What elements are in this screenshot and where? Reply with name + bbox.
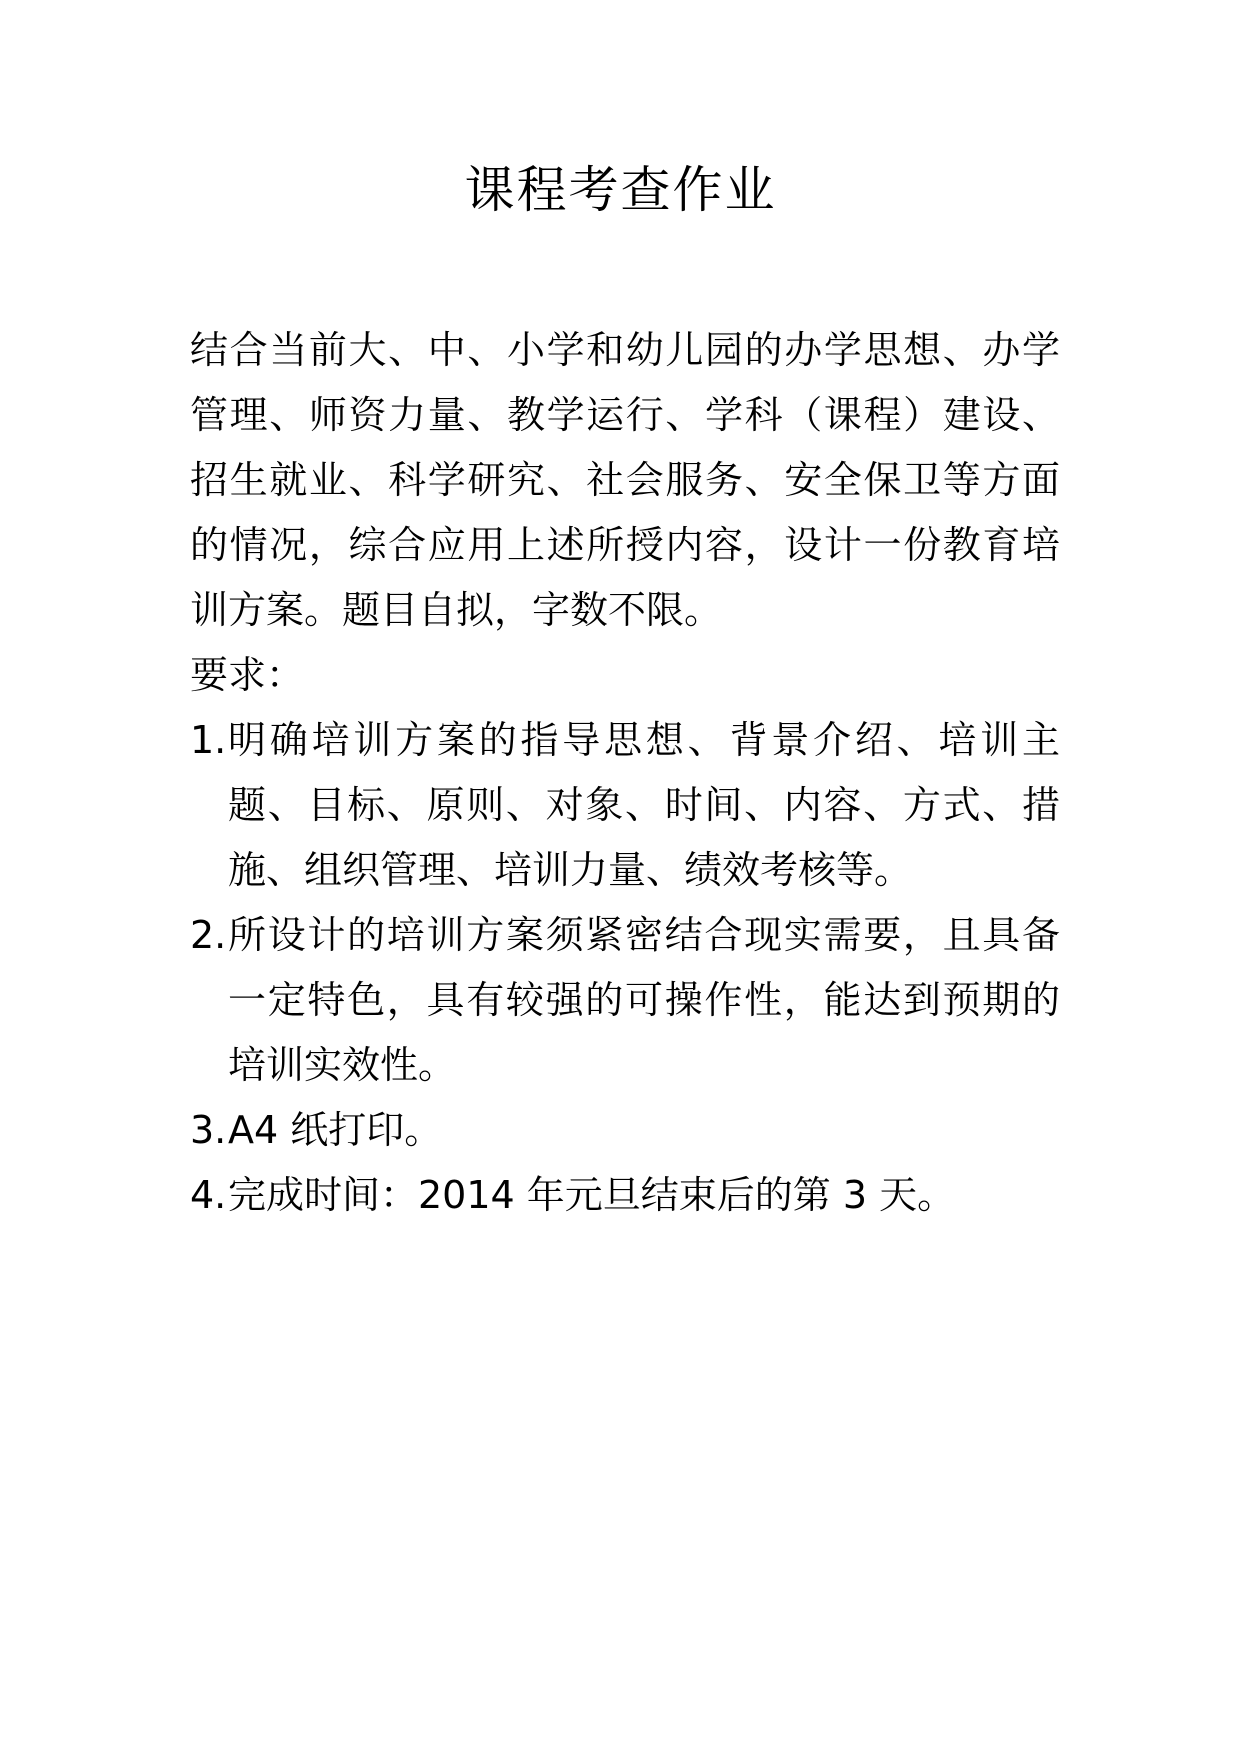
requirement-number: 2. [190,913,227,957]
requirement-text: 完成时间：2014 年元旦结束后的第 3 天。 [228,1173,956,1217]
requirement-number: 4. [190,1173,227,1217]
requirement-text: A4 纸打印。 [228,1108,443,1152]
requirement-text: 明确培训方案的指导思想、背景介绍、培训主题、目标、原则、对象、时间、内容、方式、措施、组织管理、培训力量、绩效考核等。 [228,718,1060,892]
requirement-item [190,1098,1060,1163]
requirement-item [190,1163,1060,1228]
requirement-number: 1. [190,718,227,762]
requirement-number: 3. [190,1108,227,1152]
requirement-item [190,708,1060,903]
assignment-description: 结合当前大、中、小学和幼儿园的办学思想、办学管理、师资力量、教学运行、学科（课程）建设、招生就业、科学研究、社会服务、安全保卫等方面的情况，综合应用上述所授内容，设计一份教育培训方案。题目自拟，字数不限。 [190,328,1060,632]
document-title: 课程考查作业 [464,161,777,219]
document-body [190,318,1060,1228]
requirements-label: 要求： [190,653,305,697]
requirement-text: 所设计的培训方案须紧密结合现实需要，且具备一定特色，具有较强的可操作性，能达到预期的培训实效性。 [228,913,1060,1087]
requirement-item [190,903,1060,1098]
requirements-list [190,708,1060,1228]
